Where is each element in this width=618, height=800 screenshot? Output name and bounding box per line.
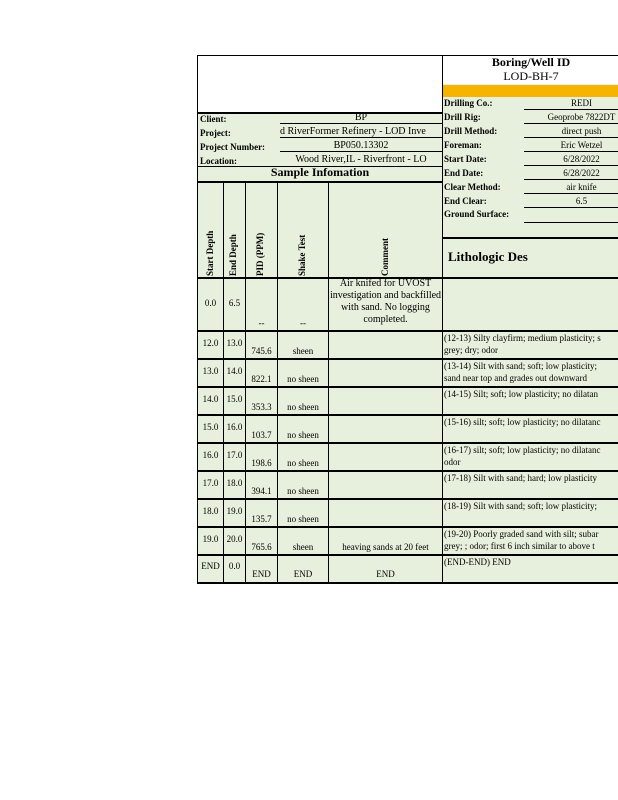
row-pid: END <box>252 569 271 579</box>
divider <box>328 181 329 584</box>
project-label: Project: <box>200 128 231 138</box>
end-date-value: 6/28/2022 <box>563 168 600 178</box>
end-clear-value: 6.5 <box>575 196 588 206</box>
project-number-value: BP050.13302 <box>333 140 389 151</box>
row-start-depth: 0.0 <box>204 298 217 308</box>
client-value: BP <box>354 112 368 123</box>
end-date-label: End Date: <box>444 168 484 178</box>
location-label: Location: <box>200 156 237 166</box>
desc-line-1: (18-19) Silt with sand; soft; low plasticity; <box>444 501 597 511</box>
boring-id-box <box>443 56 618 84</box>
row-end-depth: 18.0 <box>226 478 243 488</box>
row-start-depth: 13.0 <box>202 366 219 376</box>
client-label: Client: <box>200 114 227 124</box>
row-start-depth: 18.0 <box>202 506 219 516</box>
shake-test-header: Shake Test <box>297 234 307 276</box>
divider <box>442 56 443 584</box>
drill-method-value: direct push <box>561 126 602 136</box>
drill-rig-label: Drill Rig: <box>444 112 481 122</box>
row-start-depth: 19.0 <box>202 534 219 544</box>
desc-line-1: (19-20) Poorly graded sand with silt; subar <box>444 529 599 539</box>
row-comment: Air knifed for UVOST investigation and backfilled with sand. No logging completed. <box>329 278 442 325</box>
row-lithologic-description <box>444 500 618 512</box>
end-depth-header: End Depth <box>228 234 238 276</box>
row-end-depth: 19.0 <box>226 506 243 516</box>
row-pid: 103.7 <box>251 430 272 440</box>
row-lithologic-description <box>444 556 618 568</box>
desc-line-2: sand near top and grades out downward <box>444 373 587 383</box>
start-date-label: Start Date: <box>444 154 487 164</box>
row-comment: END <box>376 569 395 579</box>
drilling-co-value: REDI <box>571 98 592 108</box>
row-shake-test: sheen <box>292 542 314 552</box>
row-pid: 394.1 <box>251 486 272 496</box>
sample-information-title: Sample Infomation <box>270 165 370 179</box>
row-pid: 198.6 <box>251 458 272 468</box>
desc-line-1: (12-13) Silty clayfirm; medium plasticity; s <box>444 333 601 343</box>
row-start-depth: END <box>201 561 220 571</box>
row-end-depth: 17.0 <box>226 450 243 460</box>
desc-line-1: (13-14) Silt with sand; soft; low plasticity; <box>444 361 597 371</box>
boring-log-sheet <box>197 55 618 584</box>
row-lithologic-description <box>444 416 618 428</box>
row-start-depth: 14.0 <box>202 394 219 404</box>
boring-id-value: LOD-BH-7 <box>503 69 559 83</box>
row-pid: 745.6 <box>251 346 272 356</box>
row-pid: 353.3 <box>251 402 272 412</box>
orange-accent-bar <box>443 85 618 97</box>
row-shake-test: no sheen <box>287 374 319 384</box>
row-end-depth: 14.0 <box>226 366 243 376</box>
row-shake-test: no sheen <box>287 514 319 524</box>
divider <box>524 137 618 138</box>
row-lithologic-description <box>444 360 618 384</box>
row-comment: heaving sands at 20 feet <box>342 542 429 552</box>
divider <box>524 151 618 152</box>
start-depth-header: Start Depth <box>205 230 215 276</box>
end-clear-label: End Clear: <box>444 196 487 206</box>
lithologic-description-header: Lithologic Des <box>448 249 528 264</box>
row-lithologic-description <box>444 528 618 552</box>
row-start-depth: 15.0 <box>202 422 219 432</box>
divider <box>280 137 442 138</box>
divider <box>198 181 442 183</box>
divider <box>524 179 618 180</box>
desc-line-1: (14-15) Silt; soft; low plasticity; no dilatan <box>444 389 598 399</box>
desc-line-1: (END-END) END <box>444 557 511 567</box>
clear-method-value: air knife <box>566 182 597 192</box>
row-start-depth: 17.0 <box>202 478 219 488</box>
row-end-depth: 0.0 <box>228 561 241 571</box>
row-pid: 135.7 <box>251 514 272 524</box>
row-lithologic-description <box>444 444 618 468</box>
drill-rig-value: Geoprobe 7822DT <box>547 112 616 122</box>
row-divider <box>198 582 618 584</box>
desc-line-2: grey; ; odor; first 6 inch similar to above t <box>444 541 595 551</box>
desc-line-1: (16-17) silt; soft; low plasticity; no dilatanc <box>444 445 601 455</box>
row-end-depth: 15.0 <box>226 394 243 404</box>
divider <box>524 109 618 110</box>
row-shake-test: -- <box>300 318 306 328</box>
row-shake-test: no sheen <box>287 402 319 412</box>
foreman-value: Eric Wetzel <box>560 140 603 150</box>
desc-line-1: (15-16) silt; soft; low plasticity; no dilatanc <box>444 417 601 427</box>
divider <box>524 207 618 208</box>
project-value: d RiverFormer Refinery - LOD Inve <box>280 126 426 137</box>
row-end-depth: 16.0 <box>226 422 243 432</box>
row-shake-test: no sheen <box>287 430 319 440</box>
comment-header: Comment <box>380 238 390 276</box>
ground-surface-label: Ground Surface: <box>444 209 510 219</box>
row-pid: -- <box>258 318 265 328</box>
location-value: Wood River,IL - Riverfront - LO <box>295 154 427 165</box>
divider <box>524 123 618 124</box>
row-lithologic-description <box>444 332 618 356</box>
desc-line-2: odor <box>444 457 461 467</box>
divider <box>442 237 618 239</box>
row-end-depth: 20.0 <box>226 534 243 544</box>
boring-id-title: Boring/Well ID <box>491 55 571 69</box>
drill-method-label: Drill Method: <box>444 126 498 136</box>
row-lithologic-description <box>444 388 618 400</box>
divider <box>524 165 618 166</box>
divider <box>280 123 442 124</box>
row-lithologic-description <box>444 472 618 484</box>
divider <box>223 181 224 584</box>
row-shake-test: no sheen <box>287 458 319 468</box>
row-pid: 765.6 <box>251 542 272 552</box>
blank-header-area <box>198 56 443 112</box>
row-start-depth: 16.0 <box>202 450 219 460</box>
divider <box>280 151 442 152</box>
desc-line-1: (17-18) Silt with sand; hard; low plasticity <box>444 473 597 483</box>
divider <box>524 193 618 194</box>
row-shake-test: END <box>293 569 313 579</box>
desc-line-2: grey; dry; odor <box>444 345 498 355</box>
project-number-label: Project Number: <box>200 142 266 152</box>
drilling-co-label: Drilling Co.: <box>444 98 493 108</box>
row-pid: 822.1 <box>251 374 272 384</box>
start-date-value: 6/28/2022 <box>563 154 600 164</box>
row-end-depth: 6.5 <box>228 298 241 308</box>
clear-method-label: Clear Method: <box>444 182 501 192</box>
pid-header: PID (PPM) <box>255 232 265 276</box>
row-shake-test: no sheen <box>287 486 319 496</box>
row-end-depth: 13.0 <box>226 338 243 348</box>
divider <box>524 222 618 223</box>
row-start-depth: 12.0 <box>202 338 219 348</box>
row-shake-test: sheen <box>292 346 314 356</box>
foreman-label: Foreman: <box>444 140 482 150</box>
